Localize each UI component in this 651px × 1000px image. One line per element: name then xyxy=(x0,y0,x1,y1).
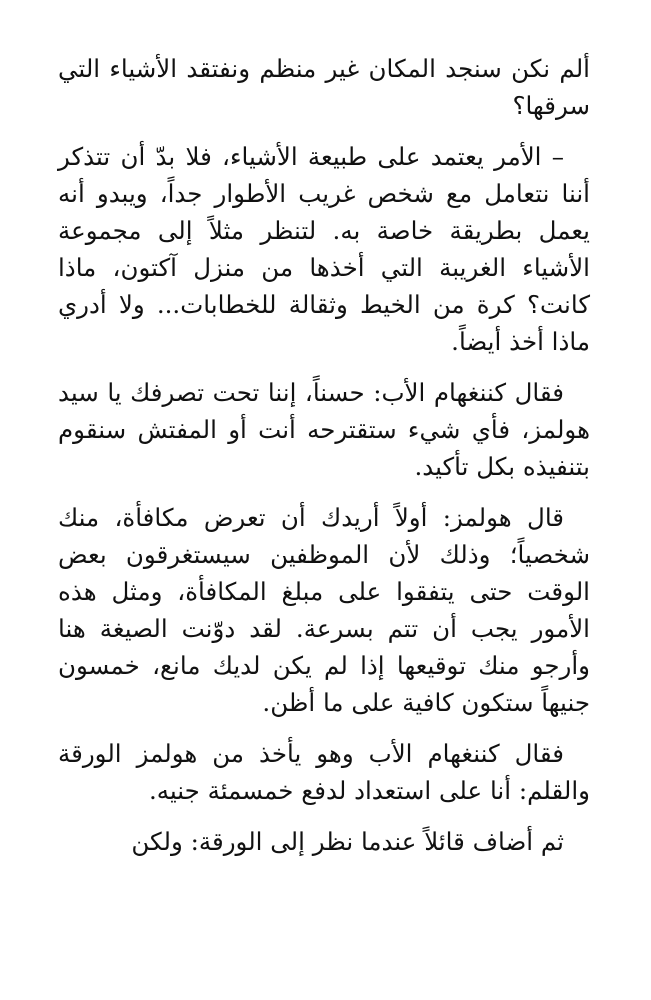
paragraph-6: ثم أضاف قائلاً عندما نظر إلى الورقة: ولكن xyxy=(131,827,564,856)
paragraph-5: فقال كننغهام الأب وهو يأخذ من هولمز الورقة والقلم: أنا على استعداد لدفع خمسمئة جنيه. xyxy=(58,739,590,805)
paragraph-1: ألم نكن سنجد المكان غير منظم ونفتقد الأشياء التي سرقها؟ xyxy=(58,54,590,120)
paragraph-2: – الأمر يعتمد على طبيعة الأشياء، فلا بدّ أن تتذكر أننا نتعامل مع شخص غريب الأطوار جداً، ويبدو أنه يعمل بطريقة خاصة به. لتنظر مثلاً إلى مجموعة الأشياء الغريبة التي أخذها من منزل آكتون، ماذا كانت؟ كرة من الخيط وثقالة للخطابات... ولا أدري ماذا أخذ أيضاً. xyxy=(58,142,590,356)
paragraph-4: قال هولمز: أولاً أريدك أن تعرض مكافأة، منك شخصياً؛ وذلك لأن الموظفين سيستغرقون بعض الوقت حتى يتفقوا على مبلغ المكافأة، ومثل هذه الأمور يجب أن تتم بسرعة. لقد دوّنت الصيغة هنا وأرجو منك توقيعها إذا لم يكن لديك مانع، خمسون جنيهاً ستكون كافية على ما أظن. xyxy=(58,503,590,717)
book-page xyxy=(58,50,590,874)
paragraph-3: فقال كننغهام الأب: حسناً، إننا تحت تصرفك يا سيد هولمز، فأي شيء ستقترحه أنت أو المفتش سنقوم بتنفيذه بكل تأكيد. xyxy=(58,378,590,481)
